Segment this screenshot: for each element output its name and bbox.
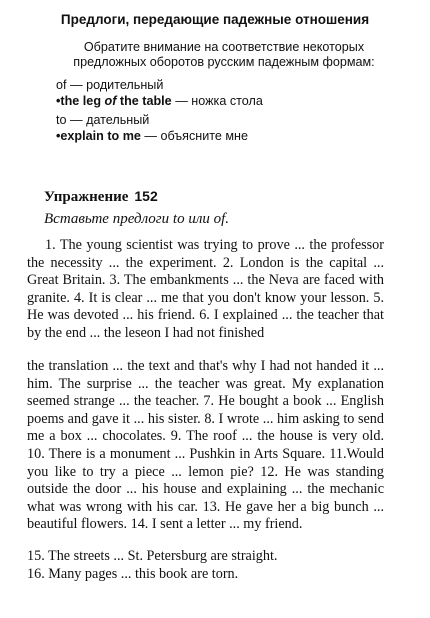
example-to-phrase: explain to me [60,129,141,143]
intro-text: Обратите внимание на соответствие некоторых предложных оборотов русским падежным формам: [73,40,375,69]
example-of-preposition: of [104,94,117,108]
example-of [56,94,263,109]
page-title: Предлоги, передающие падежные отношения [60,12,370,27]
bullet: • [56,94,61,108]
example-of-translation: — ножка стола [171,94,263,108]
rule-to: to — дательный [56,113,150,127]
example-of-part-c: the table [116,94,172,108]
exercise-sentence-16: 16. Many pages ... this book are torn. [27,566,239,582]
exercise-paragraph-2: the translation ... the text and that's why I had not handed it ... him. The surprise ... the teacher was great. My explanation seemed strange ... the teacher. 7. He bought a book ... English poems and gave it ... his sister. 8. I wrote ... him asking to send me a box ... chocolates. 9. The roof ... the house is very old. 10. There is a monument ... Pushkin in Arts Square. 11.Would you like to try a piece ... lemon pie? 12. He was standing outside the door ... his house and explaining ... the mechanic what was wrong with his car. 13. He gave her a big bunch ... beautiful flowers. 14. I sent a letter ... my friend. [27,358,384,533]
exercise-sentence-15: 15. The streets ... St. Petersburg are straight. [27,548,278,564]
example-of-part-a: the leg [60,94,105,108]
exercise-instruction: Вставьте предлоги to или of. [44,211,230,227]
exercise-paragraph-1: 1. The young scientist was trying to prove ... the professor the necessity ... the experiment. 2. London is the capital ... Great Britain. 3. The embankments ... the Neva are faced with granite. 4. It is clear ... me that you don't know your lesson. 5. He was devoted ... his friend. 6. I explained ... the teacher that by the end ... the leseon I had not finished [27,237,384,341]
exercise-label: Упражнение [44,189,129,205]
rule-of: of — родительный [56,78,164,92]
example-to [56,129,248,144]
exercise-title [44,188,158,206]
exercise-number: 152 [134,188,158,204]
bullet: • [56,129,61,143]
example-to-translation: — объясните мне [140,129,249,143]
